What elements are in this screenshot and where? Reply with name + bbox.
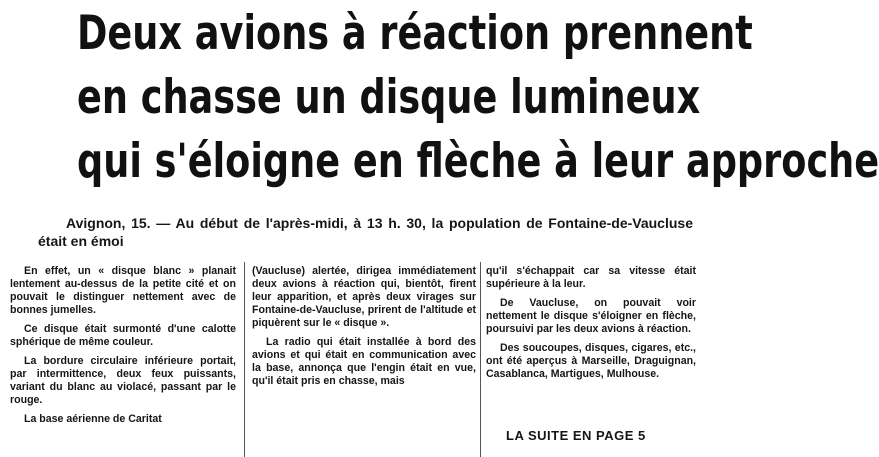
- article-column-1: [10, 265, 236, 455]
- paragraph: qu'il s'échappait car sa vitesse était supérieure à la leur.: [486, 265, 696, 290]
- article-column-2: [252, 265, 476, 455]
- article-column-3: [486, 265, 696, 455]
- continued-on-page: LA SUITE EN PAGE 5: [506, 428, 646, 443]
- headline-line-3: qui s'éloigne en flèche à leur approche: [77, 134, 879, 189]
- headline: [77, 2, 879, 194]
- paragraph: En effet, un « disque blanc » planait lentement au-dessus de la petite cité et on pouvait le distinguer nettement avec de bonnes jumelles.: [10, 265, 236, 316]
- paragraph: (Vaucluse) alertée, dirigea immédiatement deux avions à réaction qui, bientôt, firent leur apparition, et après deux virages sur Fontaine-de-Vaucluse, prirent de l'altitude et piquèrent sur le « disque ».: [252, 265, 476, 329]
- column-rule: [244, 262, 245, 457]
- paragraph: La base aérienne de Caritat: [24, 413, 162, 425]
- column-rule: [480, 262, 481, 457]
- paragraph: Des soucoupes, disques, cigares, etc., ont été aperçus à Marseille, Draguignan, Casablanca, Martigues, Mulhouse.: [486, 342, 696, 380]
- headline-line-1: Deux avions à réaction prennent: [77, 6, 753, 61]
- paragraph: La radio qui était installée à bord des avions et qui était en communication avec la base, annonça que l'engin était en vue, qu'il était pris en chasse, mais: [252, 336, 476, 387]
- paragraph: De Vaucluse, on pouvait voir nettement le disque s'éloigner en flèche, poursuivi par les deux avions à réaction.: [486, 297, 696, 335]
- lead-paragraph: Avignon, 15. — Au début de l'après-midi, à 13 h. 30, la population de Fontaine-de-Vaucluse était en émoi: [38, 215, 693, 249]
- paragraph: Ce disque était surmonté d'une calotte sphérique de même couleur.: [10, 323, 236, 348]
- paragraph: La bordure circulaire inférieure portait, par intermittence, deux feux puissants, variant du blanc au violacé, passant par le rouge.: [10, 355, 236, 406]
- headline-line-2: en chasse un disque lumineux: [77, 70, 701, 125]
